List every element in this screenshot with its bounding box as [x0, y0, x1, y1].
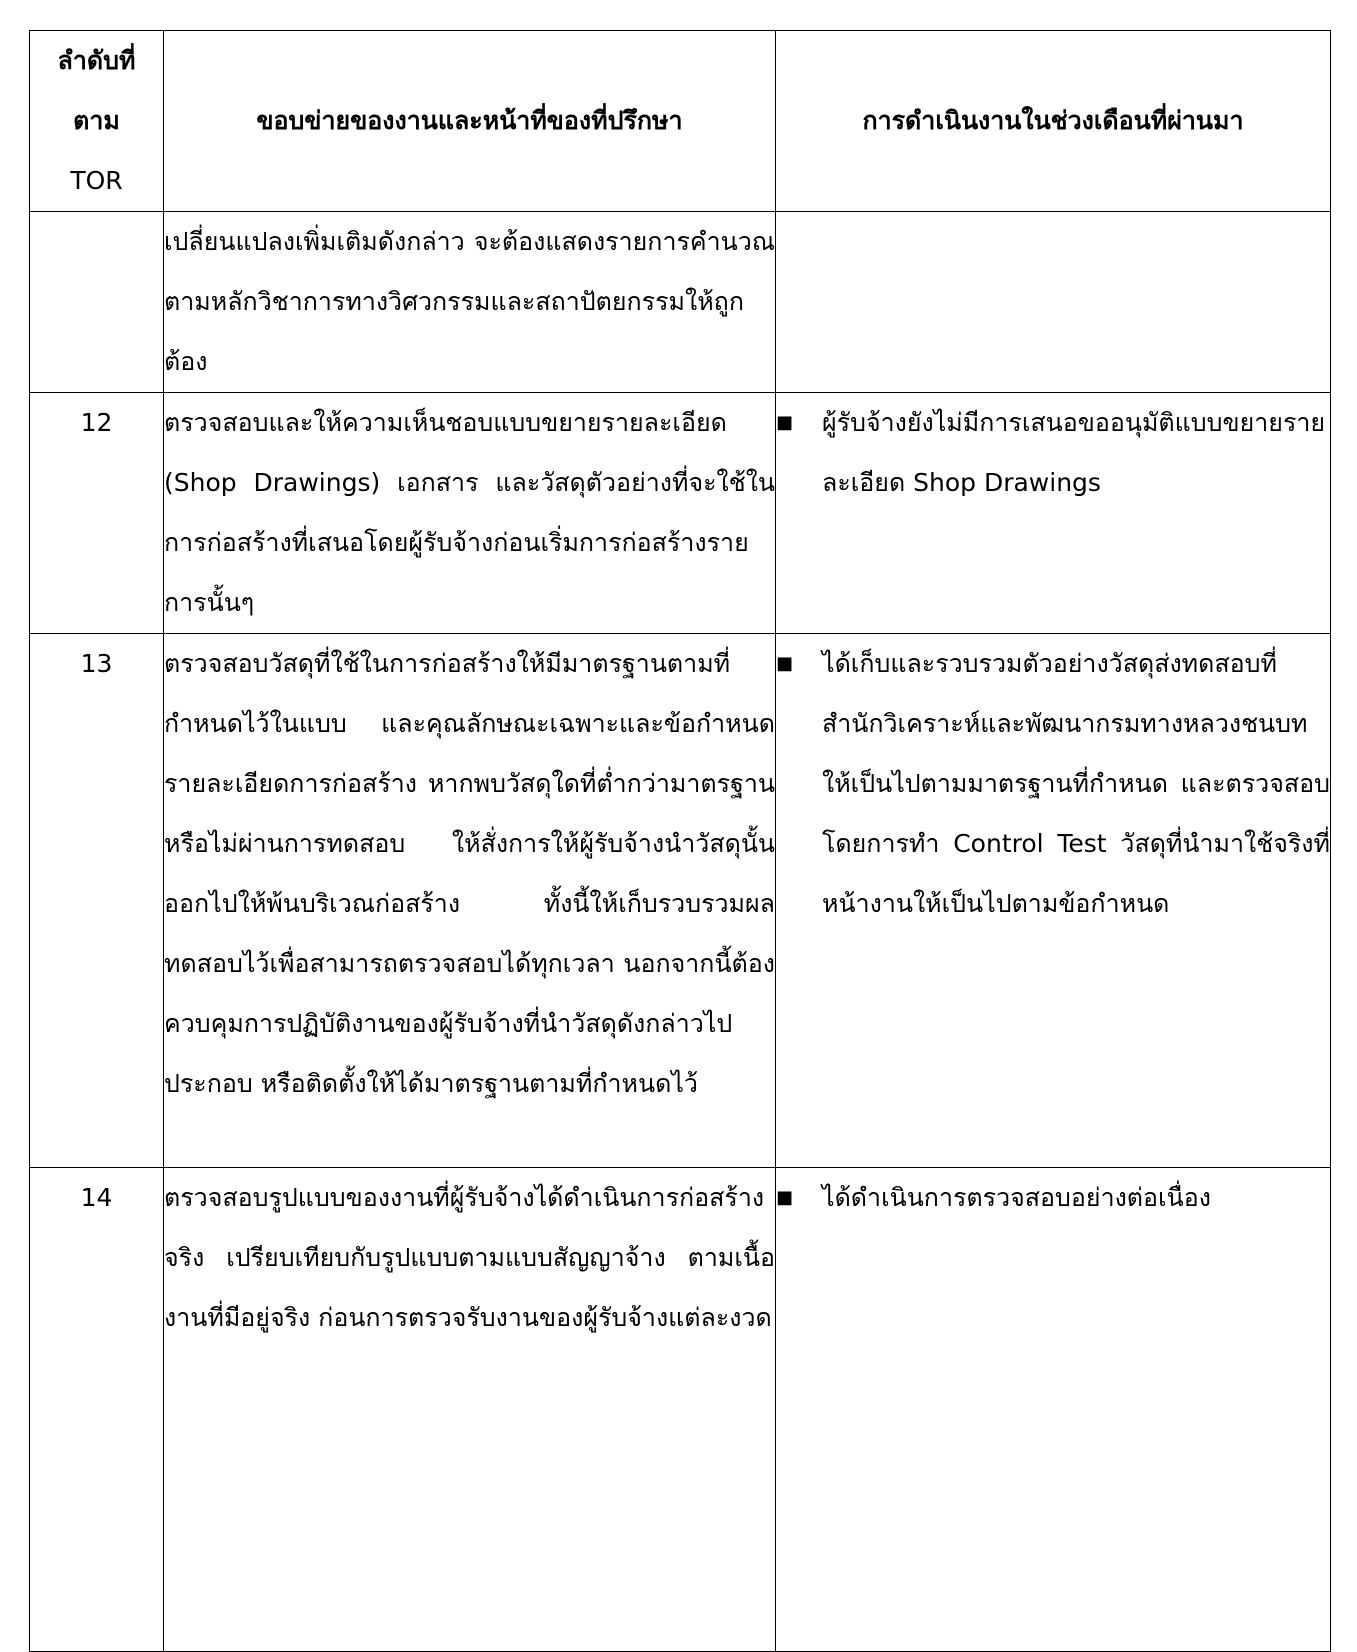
row-progress: ได้เก็บและรวบรวมตัวอย่างวัสดุส่งทดสอบที่สำนักวิเคราะห์และพัฒนากรมทางหลวงชนบท ให้เป็นไปตามมาตรฐานที่กำหนด และตรวจสอบโดยการทำ Control Test วัสดุที่นำมาใช้จริงที่หน้างานให้เป็นไปตามข้อกำหนด [822, 649, 1330, 918]
square-bullet-icon: ■ [776, 653, 794, 674]
progress-bullet-item [776, 393, 1330, 513]
header-scope: ขอบข่ายของงานและหน้าที่ของที่ปรึกษา [164, 31, 776, 212]
header-order-line2: ตาม [73, 106, 120, 135]
header-progress: การดำเนินงานในช่วงเดือนที่ผ่านมา [776, 31, 1331, 212]
table-row [30, 212, 1331, 393]
header-order-line1: ลำดับที่ [57, 46, 136, 75]
row-progress [776, 212, 1331, 393]
table-row [30, 393, 1331, 634]
header-order-line3: TOR [70, 166, 123, 195]
row-number: 14 [30, 1168, 164, 1652]
row-scope: ตรวจสอบและให้ความเห็นชอบแบบขยายรายละเอียด (Shop Drawings) เอกสาร และวัสดุตัวอย่างที่จะใช้ในการก่อสร้างที่เสนอโดยผู้รับจ้างก่อนเริ่มการก่อสร้างรายการนั้นๆ [164, 393, 776, 634]
row-progress: ผู้รับจ้างยังไม่มีการเสนอขออนุมัติแบบขยายรายละเอียด Shop Drawings [822, 408, 1326, 497]
square-bullet-icon: ■ [776, 412, 794, 433]
row-number [30, 212, 164, 393]
row-scope: เปลี่ยนแปลงเพิ่มเติมดังกล่าว จะต้องแสดงรายการคำนวณตามหลักวิชาการทางวิศวกรรมและสถาปัตยกรรมให้ถูกต้อง [164, 212, 776, 393]
table-row [30, 634, 1331, 1168]
square-bullet-icon: ■ [776, 1187, 794, 1208]
row-progress-cell [776, 634, 1331, 1168]
row-progress-cell [776, 393, 1331, 634]
table-header-row [30, 31, 1331, 212]
row-scope: ตรวจสอบวัสดุที่ใช้ในการก่อสร้างให้มีมาตรฐานตามที่กำหนดไว้ในแบบ และคุณลักษณะเฉพาะและข้อกำหนดรายละเอียดการก่อสร้าง หากพบวัสดุใดที่ต่ำกว่ามาตรฐานหรือไม่ผ่านการทดสอบ ให้สั่งการให้ผู้รับจ้างนำวัสดุนั้นออกไปให้พ้นบริเวณก่อสร้าง ทั้งนี้ให้เก็บรวบรวมผลทดสอบไว้เพื่อสามารถตรวจสอบได้ทุกเวลา นอกจากนี้ต้องควบคุมการปฏิบัติงานของผู้รับจ้างที่นำวัสดุดังกล่าวไปประกอบ หรือติดตั้งให้ได้มาตรฐานตามที่กำหนดไว้ [164, 634, 776, 1168]
progress-bullet-item [776, 634, 1330, 934]
row-progress-cell [776, 1168, 1331, 1652]
row-progress: ได้ดำเนินการตรวจสอบอย่างต่อเนื่อง [822, 1183, 1211, 1212]
table-row [30, 1168, 1331, 1652]
row-scope: ตรวจสอบรูปแบบของงานที่ผู้รับจ้างได้ดำเนินการก่อสร้างจริง เปรียบเทียบกับรูปแบบตามแบบสัญญาจ้าง ตามเนื้องานที่มีอยู่จริง ก่อนการตรวจรับงานของผู้รับจ้างแต่ละงวด [164, 1168, 776, 1652]
progress-report-table [29, 30, 1331, 1652]
row-number: 13 [30, 634, 164, 1168]
row-number: 12 [30, 393, 164, 634]
progress-bullet-item [776, 1168, 1330, 1228]
header-order-tor [30, 31, 164, 212]
